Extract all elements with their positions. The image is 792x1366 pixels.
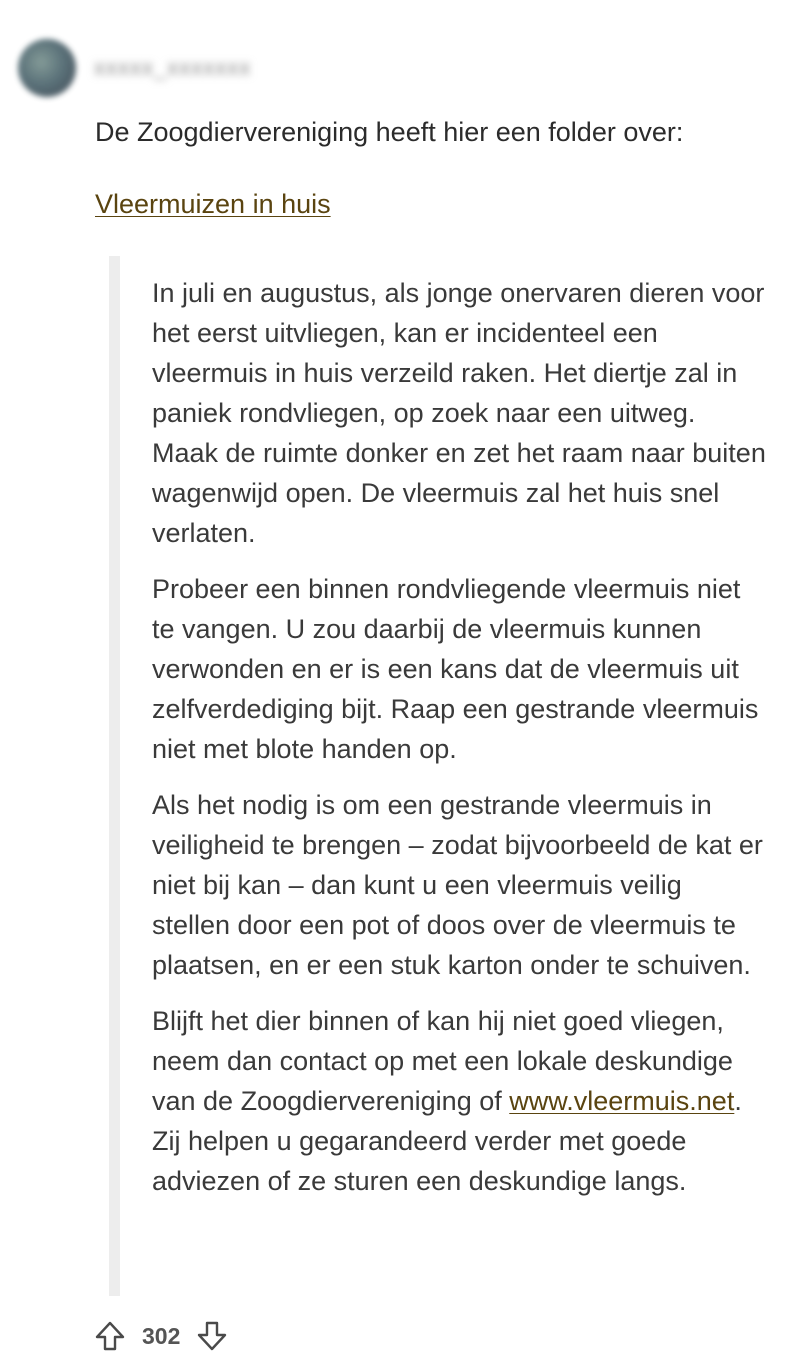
downvote-arrow-icon [196,1320,228,1352]
quote-paragraph-4-text-after: . Zij helpen u gegarandeerd verder met goede adviezen of ze sturen een deskundige langs. [152,1086,742,1196]
comment-header [18,36,251,100]
username[interactable]: xxxxx_xxxxxxx [94,55,252,80]
upvote-button[interactable] [92,1318,128,1354]
downvote-button[interactable] [194,1318,230,1354]
quote-paragraph-4-text-before: Blijft het dier binnen of kan hij niet goed vliegen, neem dan contact op met een lokale deskundige van de Zoogdiervereniging of [152,1006,733,1116]
quote-paragraph-1: In juli en augustus, als jonge onervaren dieren voor het eerst uitvliegen, kan er incidenteel een vleermuis in huis verzeild raken. Het diertje zal in paniek rondvliegen, op zoek naar een uitweg. Maak de ruimte donker en zet het raam naar buiten wagenwijd open. De vleermuis zal het huis snel verlaten. [152,278,766,548]
blockquote [109,256,769,1296]
quote-paragraph-2: Probeer een binnen rondvliegende vleermuis niet te vangen. U zou daarbij de vleermuis kunnen verwonden en er is een kans dat de vleermuis uit zelfverdediging bijt. Raap een gestrande vleermuis niet met blote handen op. [152,574,759,764]
quote-paragraph-4 [152,1001,767,1201]
comment-intro-text: De Zoogdiervereniging heeft hier een folder over: [95,117,684,147]
vote-bar [92,1316,230,1356]
upvote-arrow-icon [94,1320,126,1352]
quote-paragraph-3: Als het nodig is om een gestrande vleermuis in veiligheid te brengen – zodat bijvoorbeeld de kat er niet bij kan – dan kunt u een vleermuis veilig stellen door een pot of doos over de vleermuis te plaatsen, en er een stuk karton onder te schuiven. [152,790,763,980]
avatar[interactable] [18,39,76,97]
vleermuis-net-link[interactable]: www.vleermuis.net [509,1086,735,1116]
folder-link[interactable]: Vleermuizen in huis [95,189,331,219]
vote-score: 302 [142,1322,181,1349]
